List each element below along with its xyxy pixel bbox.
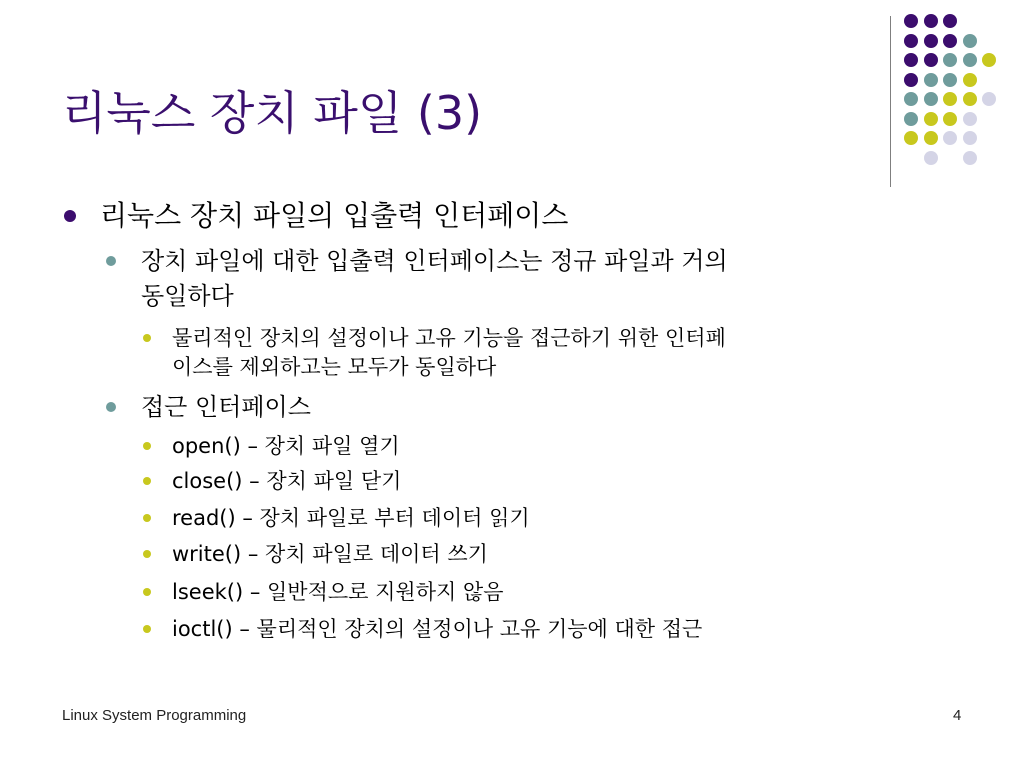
decorative-dot bbox=[963, 34, 977, 48]
bullet-text: 물리적인 장치의 설정이나 고유 기능을 접근하기 위한 인터페 bbox=[172, 326, 726, 350]
slide-title: 리눅스 장치 파일 (3) bbox=[62, 86, 483, 140]
decorative-dot bbox=[943, 34, 957, 48]
decorative-dot bbox=[904, 53, 918, 67]
decorative-dot-grid bbox=[904, 14, 1016, 164]
bullet-text: open() – 장치 파일 열기 bbox=[172, 434, 400, 458]
page-number: 4 bbox=[953, 707, 962, 724]
title-divider-line bbox=[890, 16, 891, 187]
decorative-dot bbox=[963, 131, 977, 145]
bullet-text: close() – 장치 파일 닫기 bbox=[172, 469, 402, 493]
bullet-text: 이스를 제외하고는 모두가 동일하다 bbox=[172, 355, 497, 379]
decorative-dot bbox=[924, 34, 938, 48]
decorative-dot bbox=[924, 131, 938, 145]
decorative-dot bbox=[943, 14, 957, 28]
decorative-dot bbox=[924, 73, 938, 87]
bullet-marker bbox=[143, 514, 151, 522]
decorative-dot bbox=[963, 73, 977, 87]
bullet-text: 장치 파일에 대한 입출력 인터페이스는 정규 파일과 거의 bbox=[141, 247, 728, 275]
bullet-text: lseek() – 일반적으로 지원하지 않음 bbox=[172, 580, 504, 604]
bullet-text: write() – 장치 파일로 데이터 쓰기 bbox=[172, 542, 488, 566]
decorative-dot bbox=[982, 92, 996, 106]
decorative-dot bbox=[904, 73, 918, 87]
bullet-text: 접근 인터페이스 bbox=[141, 393, 311, 421]
decorative-dot bbox=[943, 92, 957, 106]
decorative-dot bbox=[963, 53, 977, 67]
decorative-dot bbox=[904, 14, 918, 28]
decorative-dot bbox=[924, 14, 938, 28]
bullet-marker bbox=[143, 625, 151, 633]
bullet-marker bbox=[106, 256, 116, 266]
decorative-dot bbox=[943, 53, 957, 67]
decorative-dot bbox=[963, 112, 977, 126]
decorative-dot bbox=[982, 53, 996, 67]
decorative-dot bbox=[904, 34, 918, 48]
decorative-dot bbox=[924, 53, 938, 67]
decorative-dot bbox=[963, 92, 977, 106]
decorative-dot bbox=[943, 73, 957, 87]
decorative-dot bbox=[924, 151, 938, 165]
footer-course-name: Linux System Programming bbox=[62, 707, 247, 724]
decorative-dot bbox=[904, 92, 918, 106]
bullet-marker bbox=[143, 588, 151, 596]
bullet-text: 리눅스 장치 파일의 입출력 인터페이스 bbox=[100, 199, 569, 232]
decorative-dot bbox=[924, 92, 938, 106]
bullet-marker bbox=[143, 477, 151, 485]
bullet-marker bbox=[143, 442, 151, 450]
decorative-dot bbox=[963, 151, 977, 165]
bullet-marker bbox=[143, 334, 151, 342]
bullet-text: ioctl() – 물리적인 장치의 설정이나 고유 기능에 대한 접근 bbox=[172, 617, 703, 641]
bullet-marker bbox=[143, 550, 151, 558]
bullet-marker bbox=[64, 210, 76, 222]
decorative-dot bbox=[943, 131, 957, 145]
decorative-dot bbox=[943, 112, 957, 126]
decorative-dot bbox=[904, 131, 918, 145]
decorative-dot bbox=[924, 112, 938, 126]
bullet-text: read() – 장치 파일로 부터 데이터 읽기 bbox=[172, 506, 530, 530]
decorative-dot bbox=[904, 112, 918, 126]
bullet-text: 동일하다 bbox=[141, 282, 234, 310]
bullet-marker bbox=[106, 402, 116, 412]
